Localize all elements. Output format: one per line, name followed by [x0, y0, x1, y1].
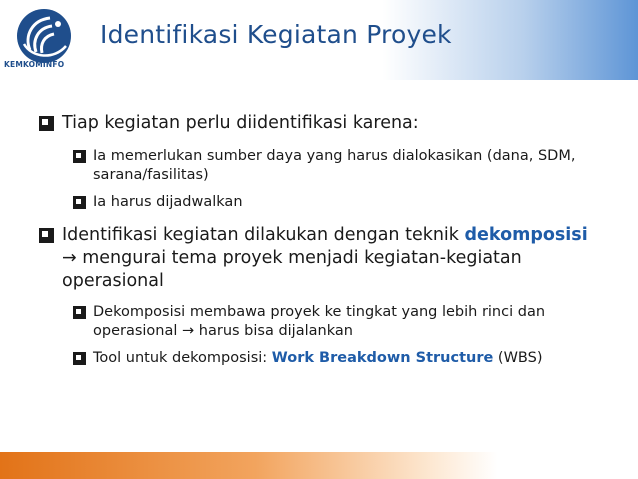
- bullet-2: [62, 224, 602, 293]
- slide-title: Identifikasi Kegiatan Proyek: [100, 20, 452, 49]
- bullet-2-2-text-2: (WBS): [493, 350, 543, 366]
- bullet-2-text-2: mengurai tema proyek menjadi kegiatan-kegiatan operasional: [62, 248, 522, 291]
- square-bullet-icon: [73, 352, 86, 365]
- bullet-2-1-text-1: Dekomposisi membawa proyek ke tingkat yang lebih rinci dan operasional: [93, 304, 546, 339]
- bullet-2-1: [93, 303, 593, 341]
- footer-bar: [0, 452, 638, 479]
- bullet-1: [62, 112, 602, 135]
- square-bullet-icon: [73, 306, 86, 319]
- slide-header: [0, 0, 638, 80]
- bullet-2-2: [93, 349, 593, 368]
- bullet-2-highlight: dekomposisi: [464, 225, 588, 245]
- bullet-1-text: Tiap kegiatan perlu diidentifikasi karena:: [62, 113, 419, 133]
- logo-text: KEMKOMINFO: [4, 60, 65, 69]
- bullet-1-1-text: Ia memerlukan sumber daya yang harus dialokasikan (dana, SDM, sarana/fasilitas): [93, 148, 576, 183]
- bullet-1-1: [93, 147, 593, 185]
- bullet-1-2-text: Ia harus dijadwalkan: [93, 194, 243, 210]
- square-bullet-icon: [39, 228, 54, 243]
- bullet-2-1-text-2: harus bisa dijalankan: [194, 323, 353, 339]
- arrow-right-icon: →: [62, 248, 83, 268]
- bullet-2-2-highlight: Work Breakdown Structure: [271, 350, 494, 366]
- square-bullet-icon: [39, 116, 54, 131]
- bullet-2-text-1: Identifikasi kegiatan dilakukan dengan teknik: [62, 225, 465, 245]
- square-bullet-icon: [73, 196, 86, 209]
- slide-content: [0, 112, 638, 368]
- arrow-right-icon: →: [182, 323, 195, 339]
- bullet-1-2: [93, 193, 593, 212]
- square-bullet-icon: [73, 150, 86, 163]
- bullet-2-2-text-1: Tool untuk dekomposisi:: [93, 350, 272, 366]
